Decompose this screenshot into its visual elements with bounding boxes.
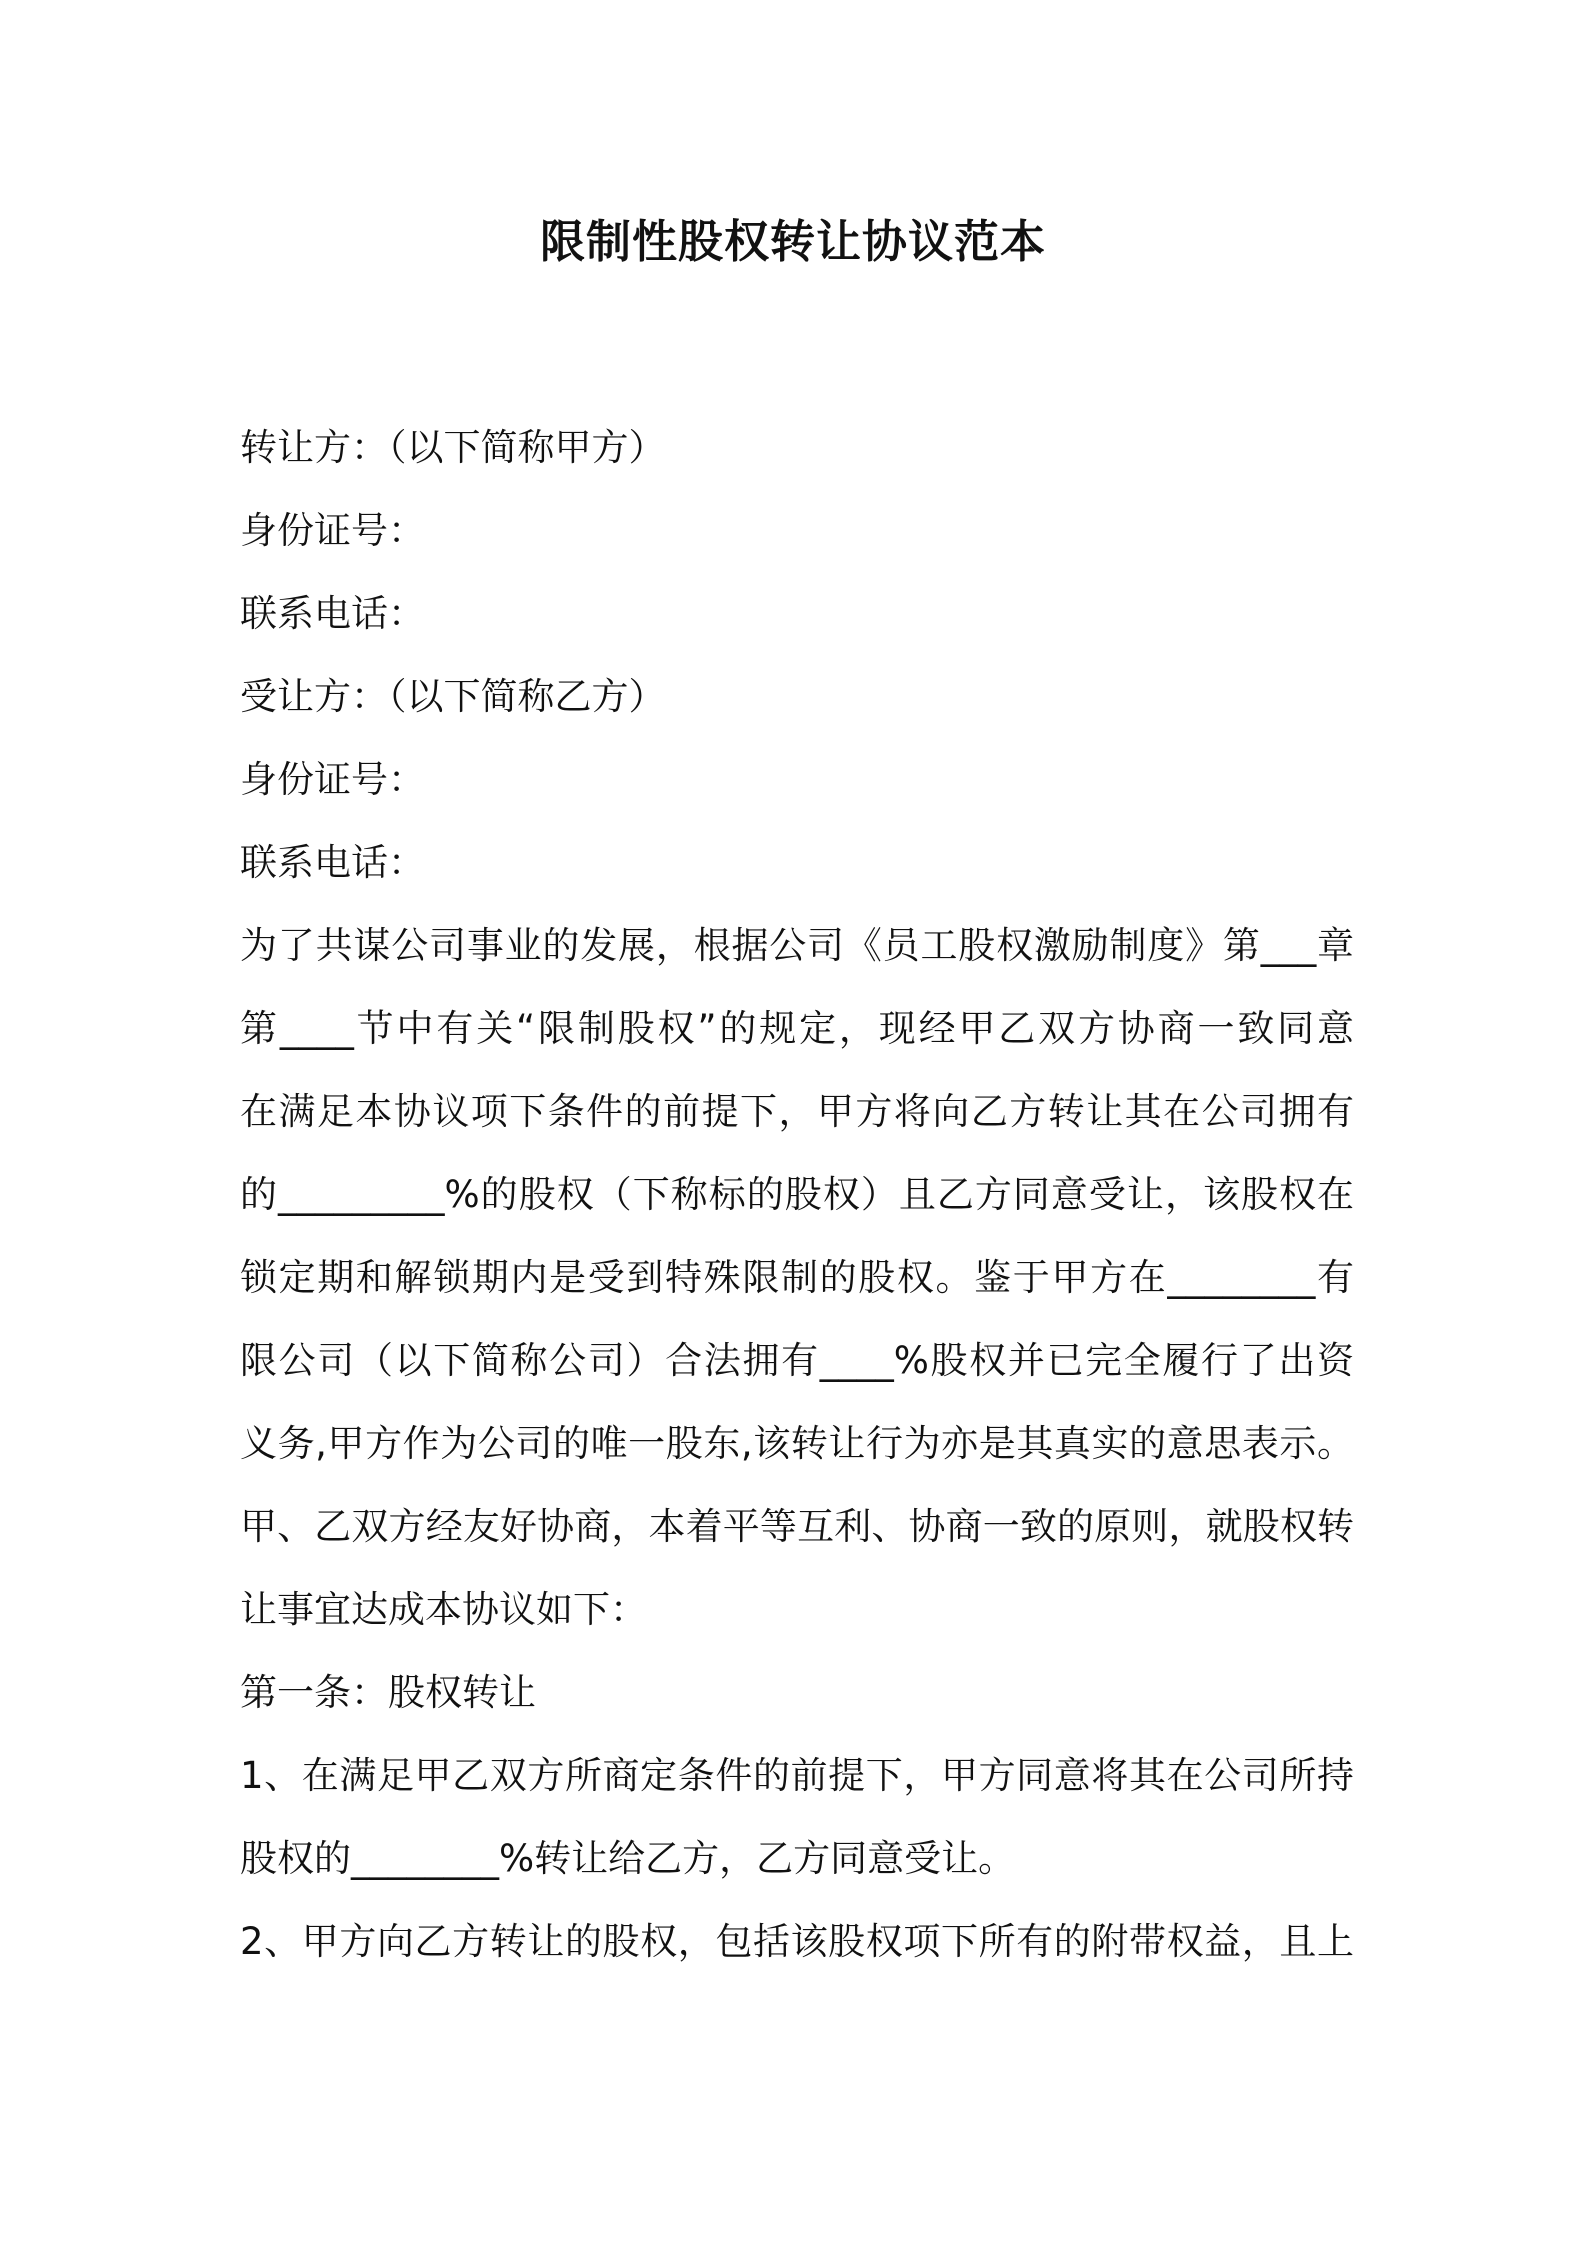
clause-line: 2、甲方向乙方转让的股权，包括该股权项下所有的附带权益，且上	[240, 1920, 1354, 1963]
document-body	[240, 406, 1354, 1983]
clause-2-paragraph	[240, 1900, 1354, 1983]
document-title: 限制性股权转让协议范本	[539, 215, 1046, 268]
preamble-line: 限公司（以下简称公司）合法拥有____%股权并已完全履行了出资	[240, 1339, 1354, 1382]
article-heading: 第一条：股权转让	[240, 1671, 536, 1714]
preamble-line: 为了共谋公司事业的发展，根据公司《员工股权激励制度》第___章	[240, 924, 1354, 967]
transferor-id-field: 身份证号：	[240, 509, 425, 552]
preamble-paragraph	[240, 904, 1354, 1651]
clause-1-paragraph	[240, 1734, 1354, 1900]
preamble-line: 让事宜达成本协议如下：	[240, 1588, 647, 1631]
transferee-id-field: 身份证号：	[240, 758, 425, 801]
clause-line: 1、在满足甲乙双方所商定条件的前提下，甲方同意将其在公司所持	[240, 1754, 1354, 1797]
transferor-field: 转让方：（以下简称甲方）	[240, 426, 666, 469]
preamble-line: 的_________%的股权（下称标的股权）且乙方同意受让，该股权在	[240, 1173, 1354, 1216]
clause-line: 股权的________%转让给乙方，乙方同意受让。	[240, 1837, 1016, 1880]
preamble-line: 在满足本协议项下条件的前提下，甲方将向乙方转让其在公司拥有	[240, 1090, 1354, 1133]
transferee-phone-field: 联系电话：	[240, 841, 425, 884]
preamble-line: 第____节中有关“限制股权”的规定，现经甲乙双方协商一致同意	[240, 1007, 1354, 1050]
preamble-line: 锁定期和解锁期内是受到特殊限制的股权。鉴于甲方在________有	[240, 1256, 1354, 1299]
preamble-line: 义务,甲方作为公司的唯一股东,该转让行为亦是其真实的意思表示。	[240, 1422, 1354, 1465]
preamble-line: 甲、乙双方经友好协商，本着平等互利、协商一致的原则，就股权转	[240, 1505, 1354, 1548]
transferee-field: 受让方：（以下简称乙方）	[240, 675, 666, 718]
transferor-phone-field: 联系电话：	[240, 592, 425, 635]
